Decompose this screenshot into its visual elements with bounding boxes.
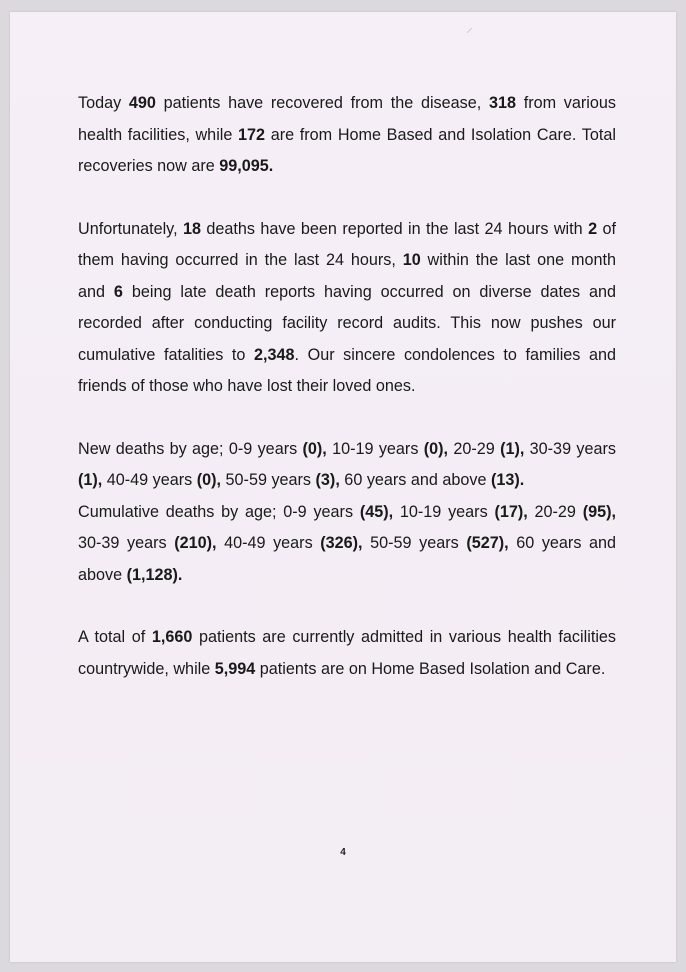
text-run: are from Home Based and Isolation Care. Total recoveries now are xyxy=(78,125,616,175)
text-run: patients are currently admitted in various health facilities countrywide, while xyxy=(78,628,617,678)
text-run: Unfortunately, xyxy=(78,219,183,238)
text-run: . Our sincere condolences to families and friends of those who have lost their loved ones. xyxy=(78,345,616,395)
pen-mark: ⸝ xyxy=(466,19,473,35)
bold-figure: (0), xyxy=(196,471,222,489)
bold-figure: 490 xyxy=(128,94,156,112)
bold-figure: 99,095. xyxy=(219,157,274,175)
bold-figure: (1,128). xyxy=(126,565,183,584)
new-deaths-by-age-paragraph xyxy=(78,434,616,497)
document-body xyxy=(78,88,616,685)
bold-figure: 18 xyxy=(182,219,201,238)
bold-figure: (3), xyxy=(315,471,340,489)
page-number: 4 xyxy=(340,847,346,858)
bold-figure: (210), xyxy=(174,534,217,552)
bold-figure: 5,994 xyxy=(214,659,256,678)
recoveries-paragraph xyxy=(78,88,616,183)
text-run: 50-59 years xyxy=(221,471,316,489)
text-run: 50-59 years xyxy=(362,534,467,552)
text-run: 40-49 years xyxy=(216,534,321,552)
bold-figure: (17), xyxy=(494,502,528,521)
text-run: 40-49 years xyxy=(102,471,197,489)
text-run: 60 years and above xyxy=(339,471,492,489)
text-run: Today xyxy=(78,94,129,112)
bold-figure: 2 xyxy=(588,219,598,238)
text-run: New deaths by age; 0-9 years xyxy=(78,439,303,458)
admissions-paragraph xyxy=(78,622,616,685)
bold-figure: 318 xyxy=(488,94,516,112)
bold-figure: 6 xyxy=(113,282,123,301)
text-run: 20-29 xyxy=(527,502,583,521)
bold-figure: 172 xyxy=(238,125,266,144)
cumulative-deaths-by-age-paragraph xyxy=(78,497,616,592)
text-run: patients have recovered from the disease, xyxy=(155,94,489,112)
bold-figure: (95), xyxy=(582,502,617,521)
text-run: within the last one month and xyxy=(78,251,616,301)
bold-figure: (527), xyxy=(466,534,509,552)
bold-figure: (0), xyxy=(302,439,327,458)
text-run: deaths have been reported in the last 24 hours with xyxy=(201,219,589,238)
text-run: 10-19 years xyxy=(326,439,424,458)
text-run: 20-29 xyxy=(448,439,501,458)
text-run: of them having occurred in the last 24 hours, xyxy=(78,219,617,269)
text-run: 10-19 years xyxy=(393,502,495,521)
bold-figure: 10 xyxy=(402,251,421,269)
bold-figure: (326), xyxy=(320,534,363,552)
text-run: 60 years and above xyxy=(78,534,617,584)
bold-figure: (1), xyxy=(78,471,103,489)
bold-figure: (45), xyxy=(359,502,394,521)
text-run: from various health facilities, while xyxy=(78,94,616,144)
text-run: Cumulative deaths by age; 0-9 years xyxy=(78,502,360,521)
bold-figure: (13). xyxy=(491,471,525,489)
deaths-paragraph xyxy=(78,214,616,403)
text-run: 30-39 years xyxy=(78,534,175,552)
bold-figure: 1,660 xyxy=(151,628,193,646)
bold-figure: 2,348 xyxy=(254,345,295,364)
bold-figure: (1), xyxy=(500,439,525,458)
text-run: A total of xyxy=(78,628,152,646)
bold-figure: (0), xyxy=(423,439,449,458)
text-run: 30-39 years xyxy=(524,439,616,458)
text-run: being late death reports having occurred on diverse dates and recorded after conducting facility record audits. This now pushes our cumulative fatalities to xyxy=(78,282,617,364)
document-page xyxy=(10,12,676,962)
text-run: patients are on Home Based Isolation and Care. xyxy=(255,659,606,678)
